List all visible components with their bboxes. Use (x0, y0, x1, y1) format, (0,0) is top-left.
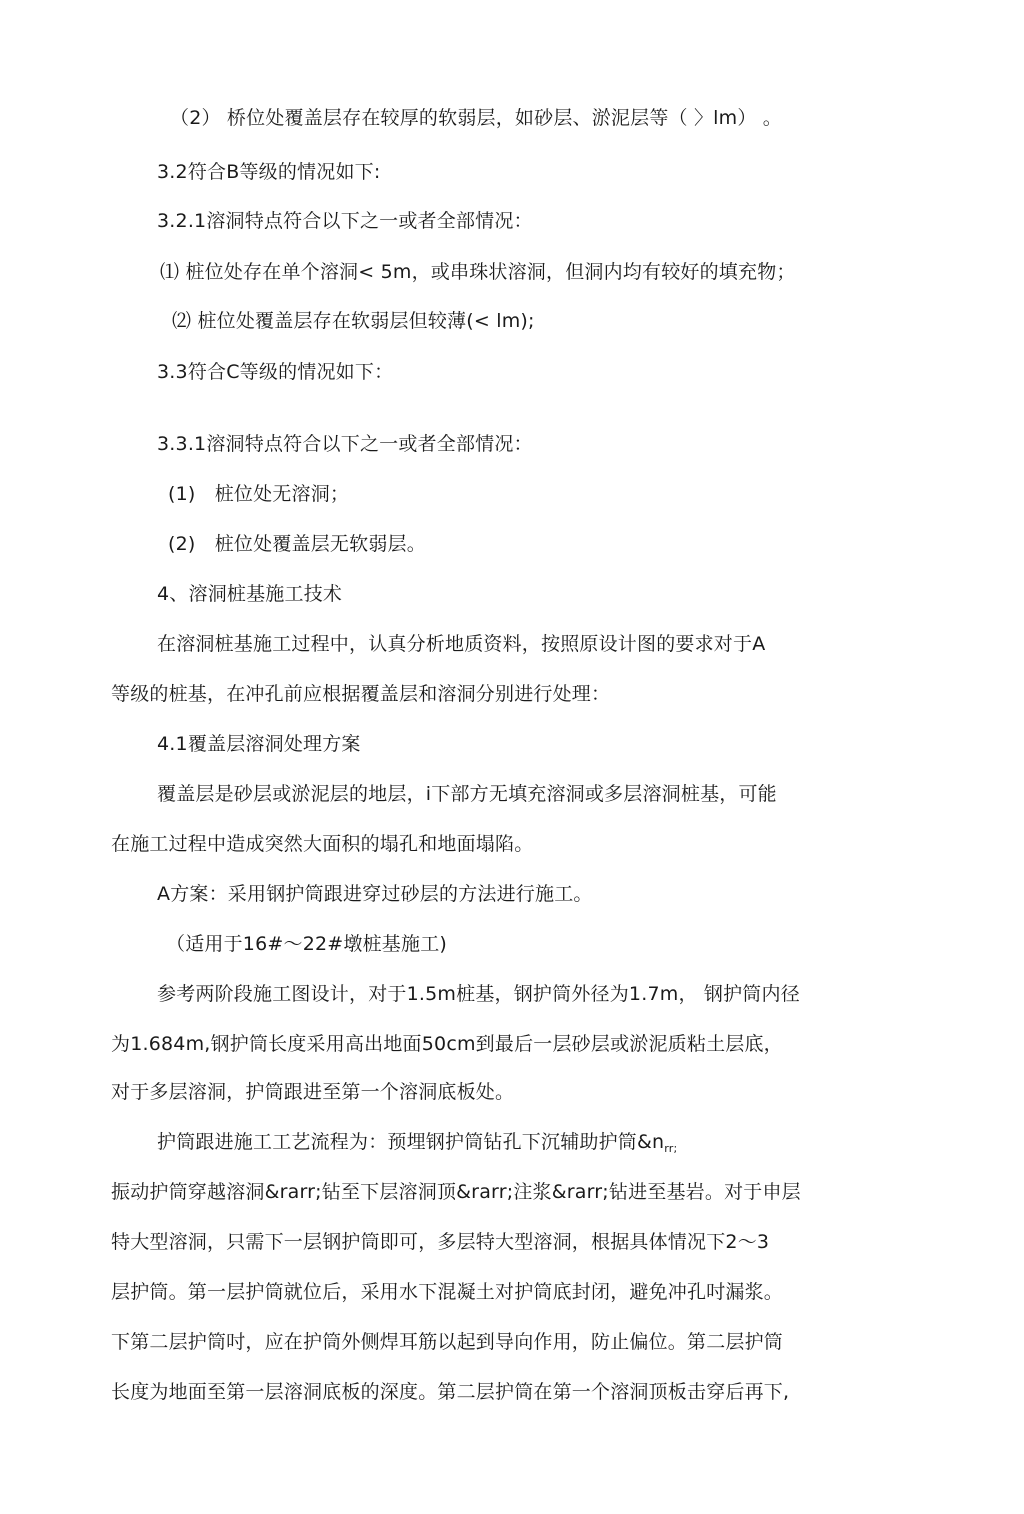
text-line: 在施工过程中造成突然大面积的塌孔和地面塌陷。 (111, 833, 534, 855)
text-line: 为1.684m,钢护筒长度采用高出地面50cm到最后一层砂层或淤泥质粘土层底， (111, 1033, 783, 1055)
text-line: (1) 桩位处无溶洞； (168, 483, 350, 505)
text-line: （适用于16#～22#墩桩基施工) (166, 933, 448, 955)
text-line: 特大型溶洞，只需下一层钢护筒即可，多层特大型溶洞，根据具体情况下2～3 (111, 1231, 770, 1253)
text-line: 等级的桩基，在冲孔前应根据覆盖层和溶洞分别进行处理： (111, 683, 611, 705)
text-line: 层护筒。第一层护筒就位后，采用水下混凝土对护筒底封闭，避免冲孔吋漏浆。 (111, 1281, 784, 1303)
text-line: 覆盖层是砂层或淤泥层的地层，i下部方无填充溶洞或多层溶洞桩基，可能 (157, 783, 777, 805)
text-line: 振动护筒穿越溶洞&rarr;钻至下层溶洞顶&rarr;注浆&rarr;钻进至基岩。对于申层 (111, 1181, 801, 1203)
text-line: ⑴ 桩位处存在单个溶洞< 5m，或串珠状溶洞，但洞内均有较好的填充物； (160, 261, 796, 283)
text-line: (2) 桩位处覆盖层无软弱层。 (168, 533, 426, 555)
text-line: 4、溶洞桩基施工技术 (157, 583, 343, 605)
text-line: （2） 桥位处覆盖层存在较厚的软弱层，如砂层、淤泥层等（ 〉lm） 。 (170, 107, 782, 129)
text-line: 3.2.1溶洞特点符合以下之一或者全部情况： (157, 210, 533, 232)
text-line: 3.3.1溶洞特点符合以下之一或者全部情况： (157, 433, 533, 455)
text-line: 参考两阶段施工图设计，对于1.5m桩基，钢护筒外径为1.7m， 钢护筒内径 (157, 983, 800, 1005)
text-line: ⑵ 桩位处覆盖层存在软弱层但较薄(< lm); (172, 310, 535, 332)
text-line: 3.2符合B等级的情况如下: (157, 161, 381, 183)
text-line: 长度为地面至第一层溶洞底板的深度。第二层护筒在第一个溶洞顶板击穿后再下, (111, 1381, 790, 1403)
text-line (157, 1128, 677, 1163)
text-line-subscript: rr; (664, 1142, 678, 1155)
text-line: 3.3符合C等级的情况如下： (157, 361, 394, 383)
text-line-main: 护筒跟进施工工艺流程为：预埋钢护筒钻孔下沉辅助护筒&n (157, 1131, 665, 1153)
text-line: A方案：采用钢护筒跟进穿过砂层的方法进行施工。 (157, 883, 593, 905)
text-line: 下第二层护筒吋，应在护筒外侧焊耳筋以起到导向作用，防止偏位。第二层护筒 (111, 1331, 784, 1353)
text-line: 对于多层溶洞，护筒跟进至第一个溶洞底板处。 (111, 1081, 515, 1103)
text-line: 4.1覆盖层溶洞处理方案 (157, 733, 361, 755)
text-line: 在溶洞桩基施工过程中，认真分析地质资料，按照原设计图的要求对于A (157, 633, 766, 655)
